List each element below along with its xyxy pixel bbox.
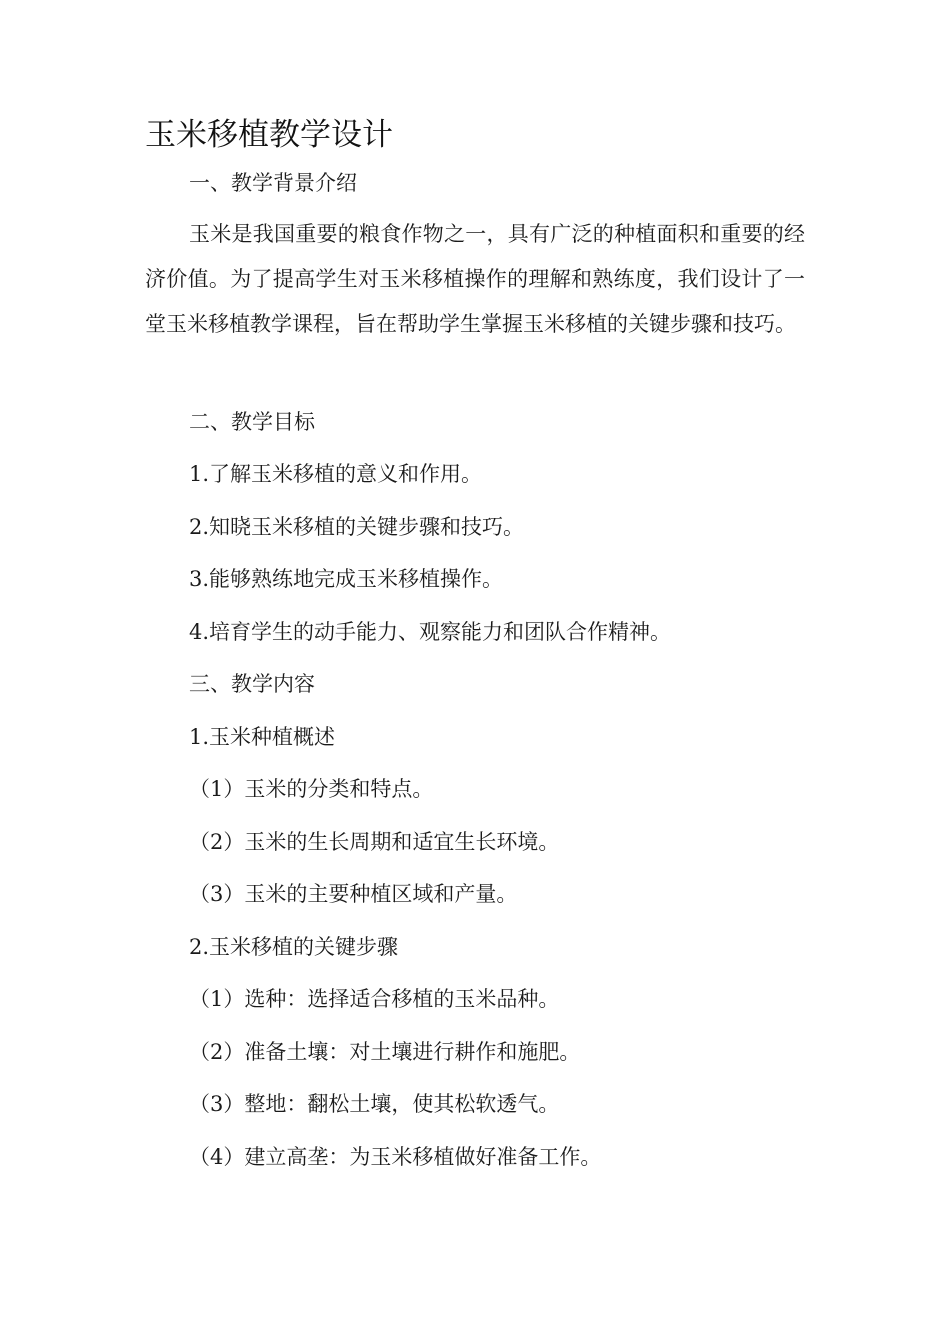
goal-item: 3.能够熟练地完成玉米移植操作。 xyxy=(189,567,504,591)
content-item: （2）准备土壤：对土壤进行耕作和施肥。 xyxy=(189,1040,581,1064)
goal-item: 1.了解玉米移植的意义和作用。 xyxy=(189,462,483,486)
content-part-heading: 1.玉米种植概述 xyxy=(189,725,336,749)
section-heading-content: 三、教学内容 xyxy=(189,672,315,696)
content-item: （3）整地：翻松土壤，使其松软透气。 xyxy=(189,1092,560,1116)
content-item: （2）玉米的生长周期和适宜生长环境。 xyxy=(189,830,560,854)
background-paragraph: 玉米是我国重要的粮食作物之一，具有广泛的种植面积和重要的经济价值。为了提高学生对玉米移植操作的理解和熟练度，我们设计了一堂玉米移植教学课程，旨在帮助学生掌握玉米移植的关键步骤和技巧。 xyxy=(145,222,805,336)
document-title: 玉米移植教学设计 xyxy=(145,117,393,153)
goal-item: 2.知晓玉米移植的关键步骤和技巧。 xyxy=(189,515,525,539)
content-item: （4）建立高垄：为玉米移植做好准备工作。 xyxy=(189,1145,602,1169)
content-item: （1）玉米的分类和特点。 xyxy=(189,777,434,801)
goal-item: 4.培育学生的动手能力、观察能力和团队合作精神。 xyxy=(189,620,672,644)
content-item: （3）玉米的主要种植区域和产量。 xyxy=(189,882,518,906)
content-item: （1）选种：选择适合移植的玉米品种。 xyxy=(189,987,560,1011)
section-heading-background: 一、教学背景介绍 xyxy=(189,171,357,195)
section-heading-goals: 二、教学目标 xyxy=(189,410,315,434)
content-part-heading: 2.玉米移植的关键步骤 xyxy=(189,935,399,959)
